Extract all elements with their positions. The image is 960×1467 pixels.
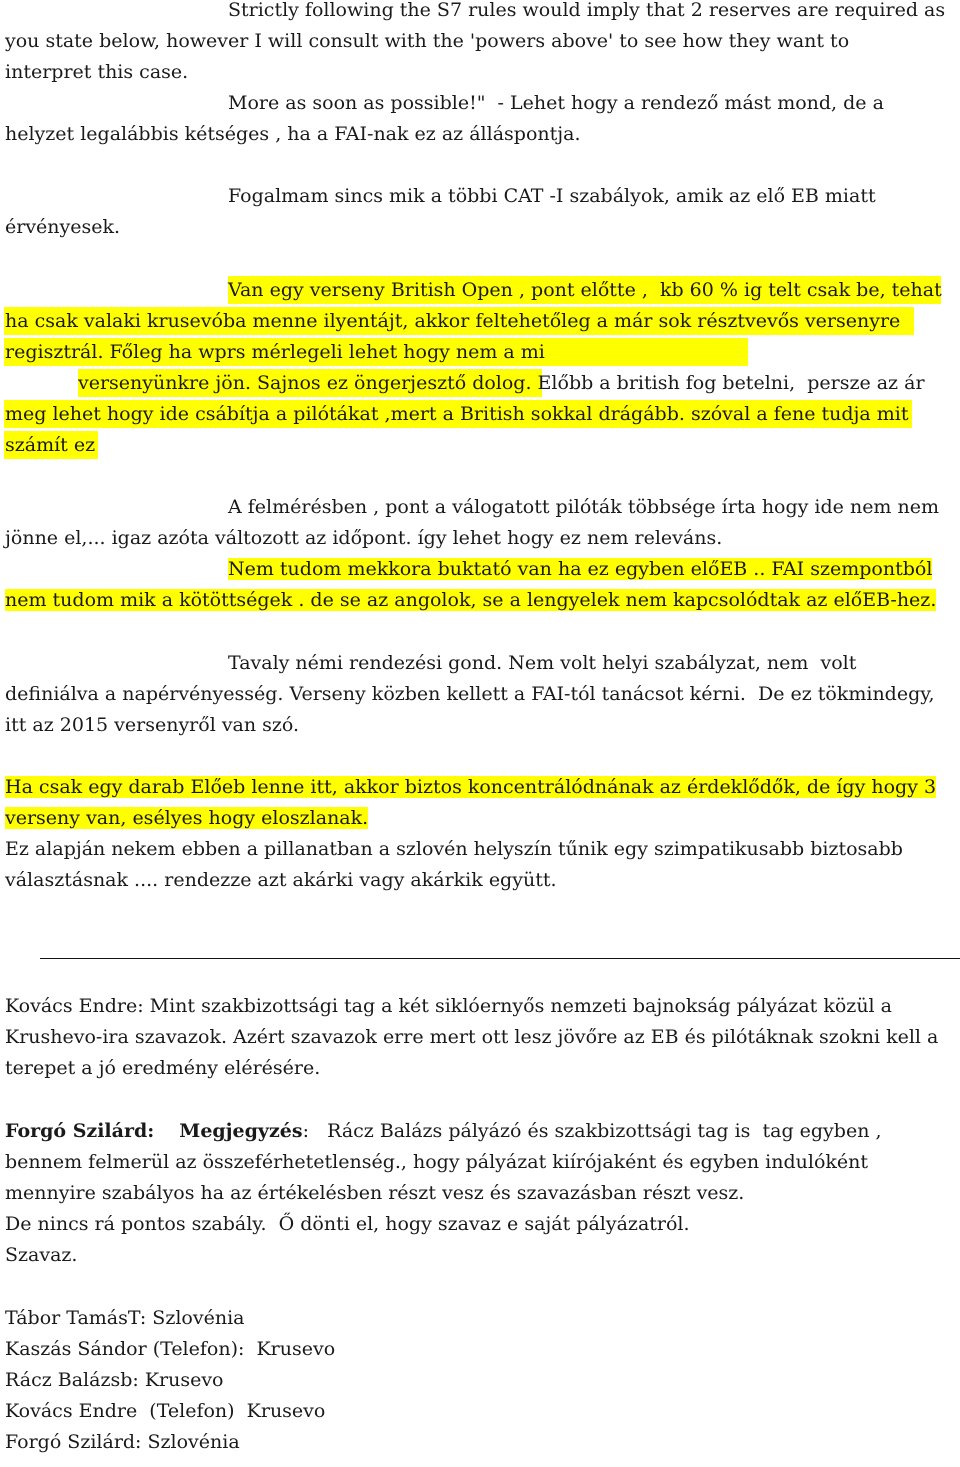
highlighted-text: Ha csak egy darab Előeb lenne itt, akkor biztos koncentrálódnának az érdeklődők, de így hogy 3 [5,776,937,798]
text-line: bennem felmerül az összeférhetetlenség., hogy pályázat kiírójaként és egyben indulóként [5,1151,869,1173]
vote-line: Rácz Balázsb: Krusevo [5,1369,224,1391]
text-line: Strictly following the S7 rules would imply that 2 reserves are required as [228,0,946,21]
vote-line: Kaszás Sándor (Telefon): Krusevo [5,1338,336,1360]
text-line: Szavaz. [5,1244,78,1266]
text-line [5,585,936,615]
text-line: Fogalmam sincs mik a többi CAT -I szabályok, amik az elő EB miatt [228,185,876,207]
text-line: terepet a jó eredmény elérésére. [5,1057,321,1079]
highlighted-text: nem tudom mik a kötöttségek . de se az angolok, se a lengyelek nem kapcsolódtak az előEB-hez. [5,589,937,611]
highlighted-text: Nem tudom mekkora buktató van ha ez egyben előEB .. FAI szempontból [228,558,933,580]
text-line: definiálva a napérvényesség. Verseny közben kellett a FAI-tól tanácsot kérni. De ez tökmindegy, [5,683,935,705]
text-line: választásnak .... rendezze azt akárki vagy akárkik együtt. [5,869,557,891]
text-line: mennyire szabályos ha az értékelésben részt vesz és szavazásban részt vesz. [5,1182,745,1204]
note-label: Megjegyzés [179,1120,303,1142]
text-line: Kovács Endre: Mint szakbizottsági tag a két siklóernyős nemzeti bajnokság pályázat közül a [5,995,892,1017]
text-line: helyzet legalábbis kétséges , ha a FAI-nak ez az álláspontja. [5,123,581,145]
text-line [5,803,368,833]
text-line: Ez alapján nekem ebben a pillanatban a szlovén helyszín tűnik egy szimpatikusabb biztosabb [5,838,903,860]
note-text: : Rácz Balázs pályázó és szakbizottsági tag is tag egyben , [302,1120,882,1142]
text-line: Krushevo-ira szavazok. Azért szavazok erre mert ott lesz jövőre az EB és pilótáknak szokni kell a [5,1026,939,1048]
highlighted-text: verseny van, esélyes hogy eloszlanak. [5,807,369,829]
vote-line: Forgó Szilárd: Szlovénia [5,1431,240,1453]
text-line: érvényesek. [5,216,121,238]
text-line: Van egy verseny British Open , pont előtte , kb 60 % ig telt csak be, tehat [228,279,942,301]
text-line: interpret this case. [5,61,189,83]
text-line: számít ez [5,434,96,456]
text-line: jönne el,... igaz azóta változott az időpont. így lehet hogy ez nem releváns. [5,527,723,549]
horizontal-rule [40,958,960,959]
text-line: More as soon as possible!" - Lehet hogy a rendező mást mond, de a [228,92,884,114]
text-line: ha csak valaki krusevóba menne ilyentájt, akkor feltehetőleg a már sok résztvevős versenyre [5,310,901,332]
text-line: De nincs rá pontos szabály. Ő dönti el, hogy szavaz e saját pályázatról. [5,1213,690,1235]
text-line [5,1116,882,1146]
text-line [228,554,932,584]
text-line: versenyünkre jön. Sajnos ez öngerjesztő dolog. Előbb a british fog betelni, persze az ár [78,372,925,394]
text-line [5,772,936,802]
text-line: regisztrál. Főleg ha wprs mérlegeli lehet hogy nem a mi [5,341,545,363]
text-line: A felmérésben , pont a válogatott pilóták többsége írta hogy ide nem nem [228,496,939,518]
vote-line: Tábor TamásT: Szlovénia [5,1307,245,1329]
text-line: Tavaly némi rendezési gond. Nem volt helyi szabályzat, nem volt [228,652,857,674]
vote-line: Kovács Endre (Telefon) Krusevo [5,1400,326,1422]
text-line: itt az 2015 versenyről van szó. [5,714,300,736]
author-name: Forgó Szilárd: [5,1120,155,1142]
text-line: you state below, however I will consult with the 'powers above' to see how they want to [5,30,850,52]
text-line: meg lehet hogy ide csábítja a pilótákat ,mert a British sokkal drágább. szóval a fene tudja mit [5,403,909,425]
